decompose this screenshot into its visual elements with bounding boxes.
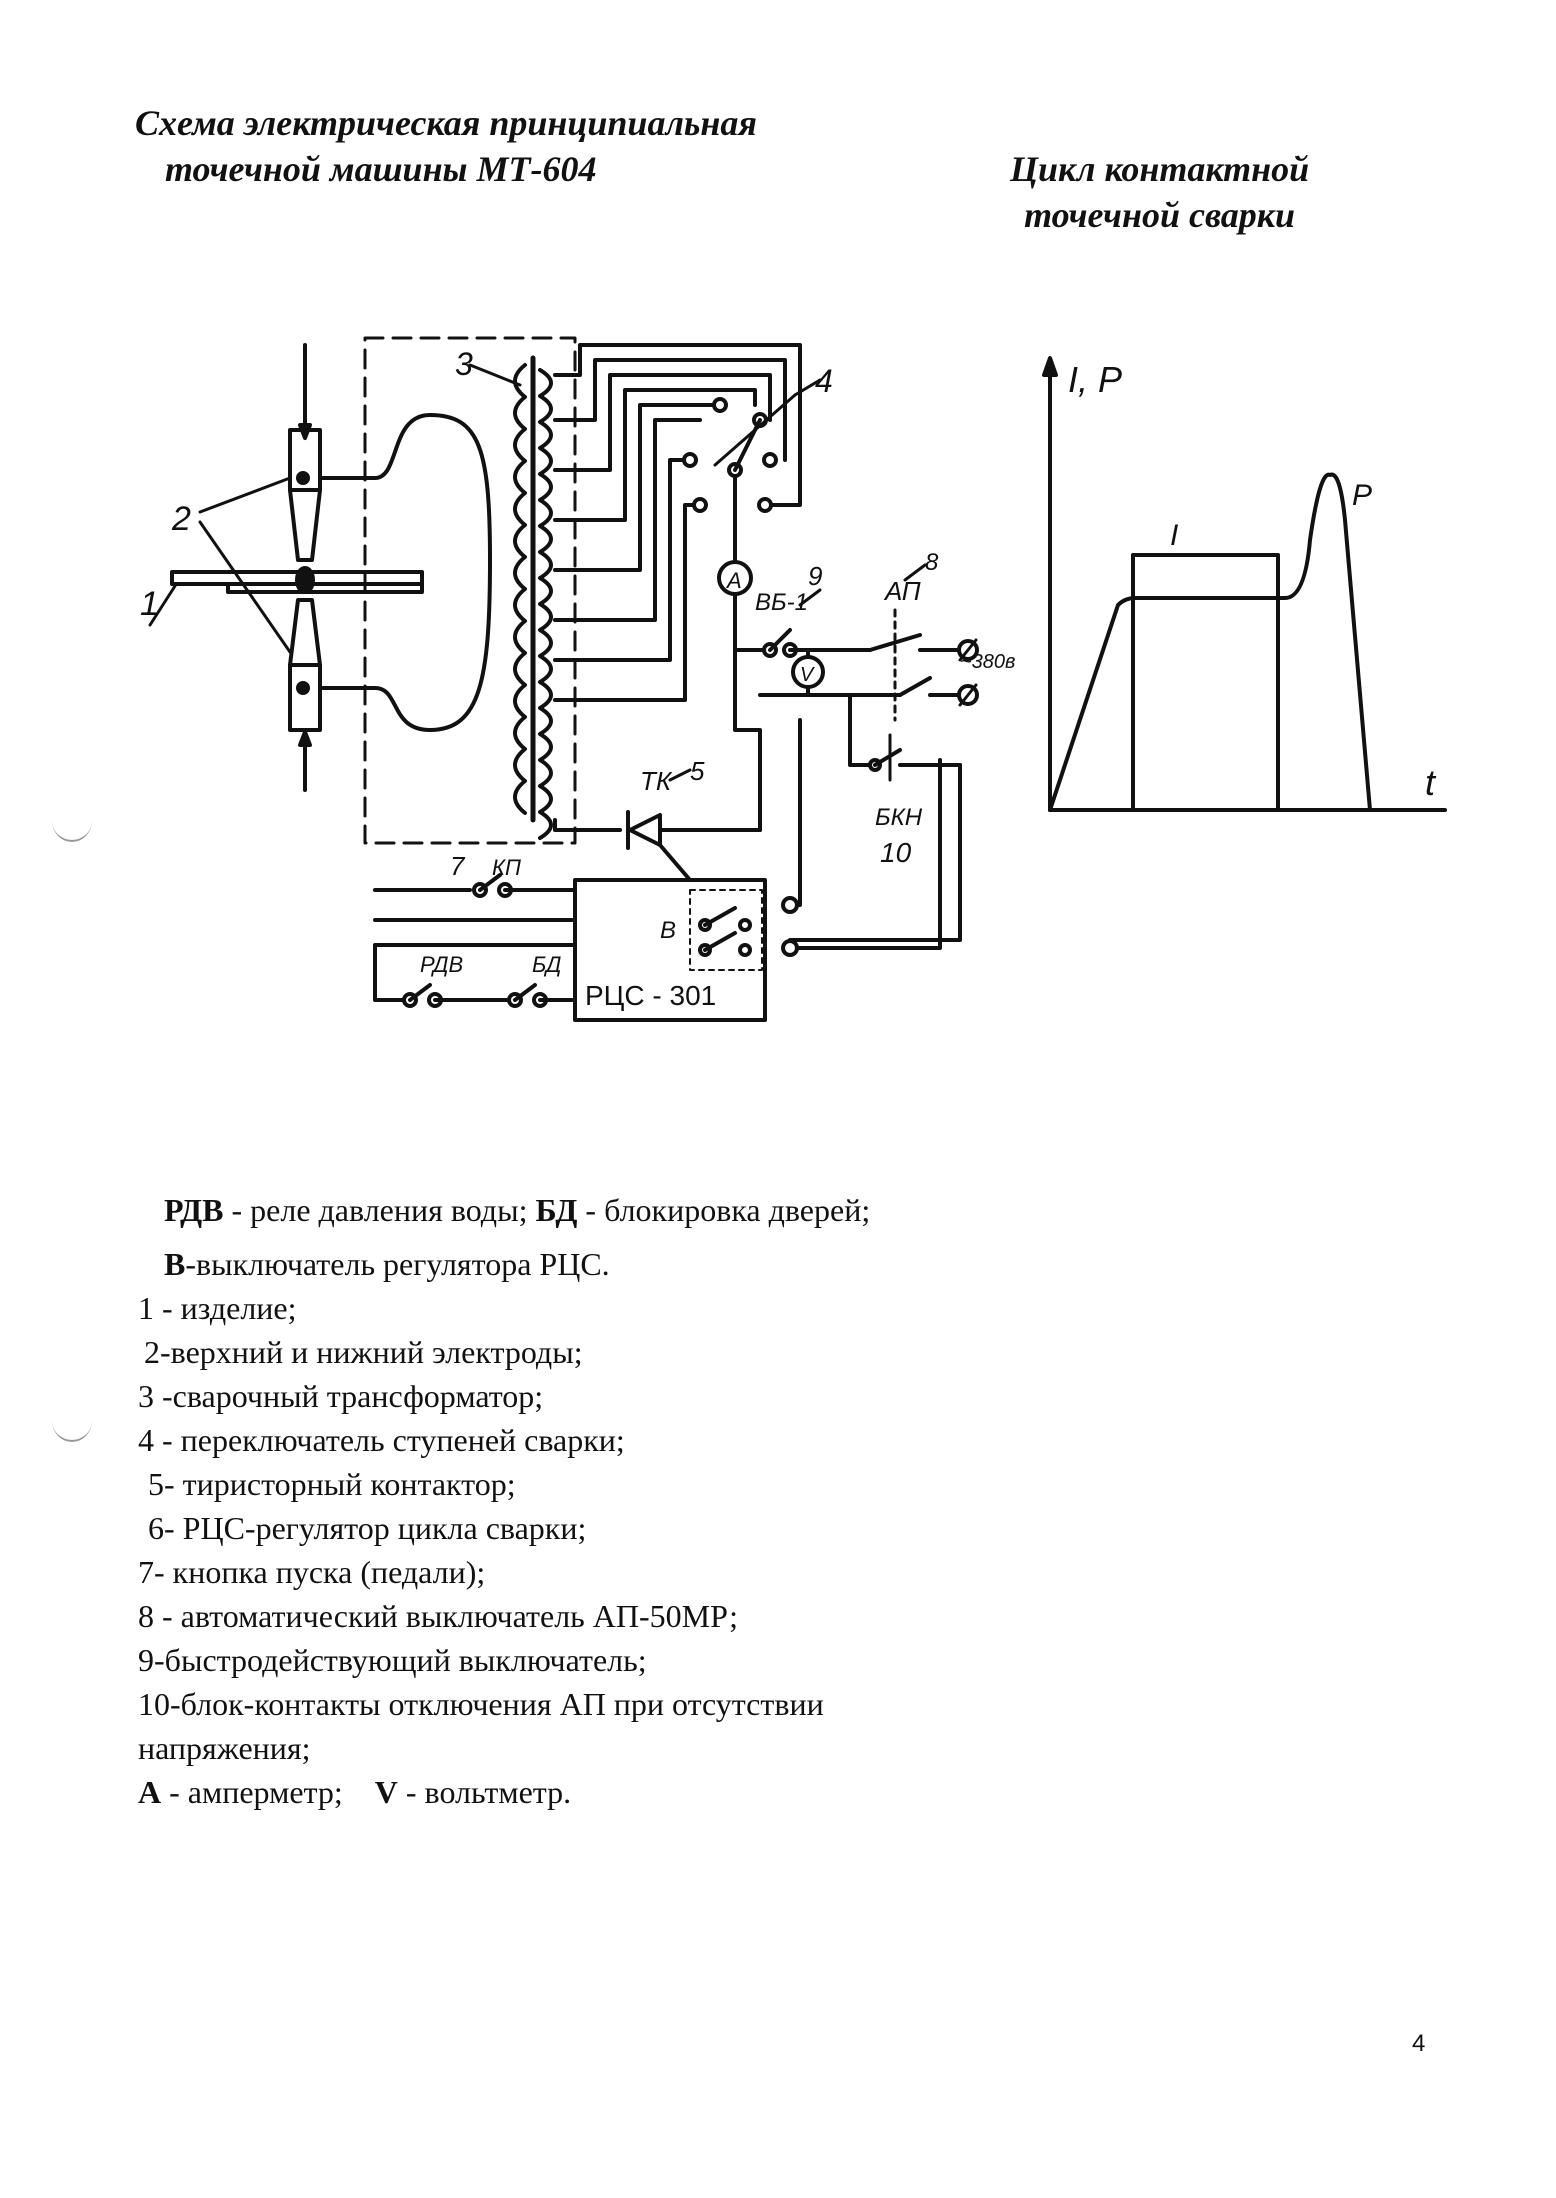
label-5: 5 [690, 756, 705, 786]
legend-text: -выключатель регулятора РЦС. [185, 1246, 610, 1282]
cycle-title-line1: Цикл контактной [1010, 149, 1310, 189]
label-kp: КП [492, 855, 521, 880]
legend-item-5: 5- тиристорный контактор; [148, 1466, 516, 1502]
scheme-title-line1: Схема электрическая принципиальная [135, 103, 757, 143]
label-tk: ТК [640, 766, 672, 796]
ammeter-symbol: A [727, 568, 742, 593]
label-9: 9 [808, 561, 823, 591]
legend-text: - реле давления воды; [223, 1192, 536, 1228]
y-axis-label: I, P [1068, 359, 1123, 400]
label-bkn: БКН [875, 804, 923, 831]
legend-key: V [374, 1774, 398, 1810]
label-2: 2 [172, 500, 191, 538]
cycle-chart [1044, 358, 1445, 810]
legend [138, 1188, 870, 1814]
transformer [455, 346, 551, 838]
legend-key: БД [535, 1192, 578, 1228]
legend-item-8: 8 - автоматический выключатель АП-50МР; [138, 1598, 738, 1634]
workpiece-lower [228, 584, 422, 592]
label-7: 7 [450, 851, 465, 881]
label-1: 1 [140, 585, 159, 623]
legend-item-4: 4 - переключатель ступеней сварки; [138, 1422, 625, 1458]
legend-key: А [138, 1774, 162, 1810]
legend-text: - вольтметр. [397, 1774, 572, 1810]
electrodes [290, 345, 320, 790]
legend-row [138, 1188, 870, 1232]
label-10: 10 [880, 837, 912, 868]
label-rdv: РДВ [420, 952, 464, 977]
legend-item-2: 2-верхний и нижний электроды; [144, 1334, 583, 1370]
label-b: В [660, 917, 677, 944]
label-bd: БД [532, 952, 562, 977]
page-number: 4 [1412, 2030, 1426, 2057]
thyristor-contactor [555, 756, 760, 880]
legend-item-7: 7- кнопка пуска (педали); [138, 1554, 486, 1590]
scheme-title-line2: точечной машины МТ-604 [165, 149, 597, 189]
legend-row [138, 1242, 870, 1286]
legend-item-10-cont: напряжения; [138, 1730, 311, 1766]
legend-key: РДВ [164, 1192, 224, 1228]
label-4: 4 [815, 363, 833, 399]
fast-breaker [755, 561, 870, 656]
legend-item-6: 6- РЦС-регулятор цикла сварки; [148, 1510, 587, 1546]
label-3: 3 [455, 346, 473, 382]
label-rcs: РЦС - 301 [585, 980, 717, 1011]
label-vb1: ВБ-1 [755, 589, 808, 616]
label-voltage: ~380в [960, 651, 1016, 673]
legend-text: - блокировка дверей; [577, 1192, 871, 1228]
pressure-curve [1050, 475, 1373, 810]
legend-item-1: 1 - изделие; [138, 1290, 297, 1326]
legend-row [138, 1770, 870, 1814]
label-8: 8 [925, 549, 939, 576]
legend-item-10: 10-блок-контакты отключения АП при отсутствии [138, 1686, 824, 1722]
auto-breaker [850, 549, 960, 720]
current-pulse [1133, 555, 1278, 810]
step-switch [684, 363, 833, 511]
legend-item-9: 9-быстродействующий выключатель; [138, 1642, 647, 1678]
cycle-title-line2: точечной сварки [1024, 195, 1296, 235]
voltmeter-symbol: V [800, 664, 814, 686]
legend-item-3: 3 -сварочный трансформатор; [138, 1378, 544, 1414]
label-ap: АП [885, 576, 921, 606]
legend-key: В [164, 1246, 186, 1282]
legend-text: - амперметр; [161, 1774, 375, 1810]
x-axis-label: t [1425, 762, 1436, 803]
punch-hole [52, 1400, 92, 1442]
current-label: I [1170, 519, 1179, 552]
pressure-label: P [1352, 479, 1373, 512]
